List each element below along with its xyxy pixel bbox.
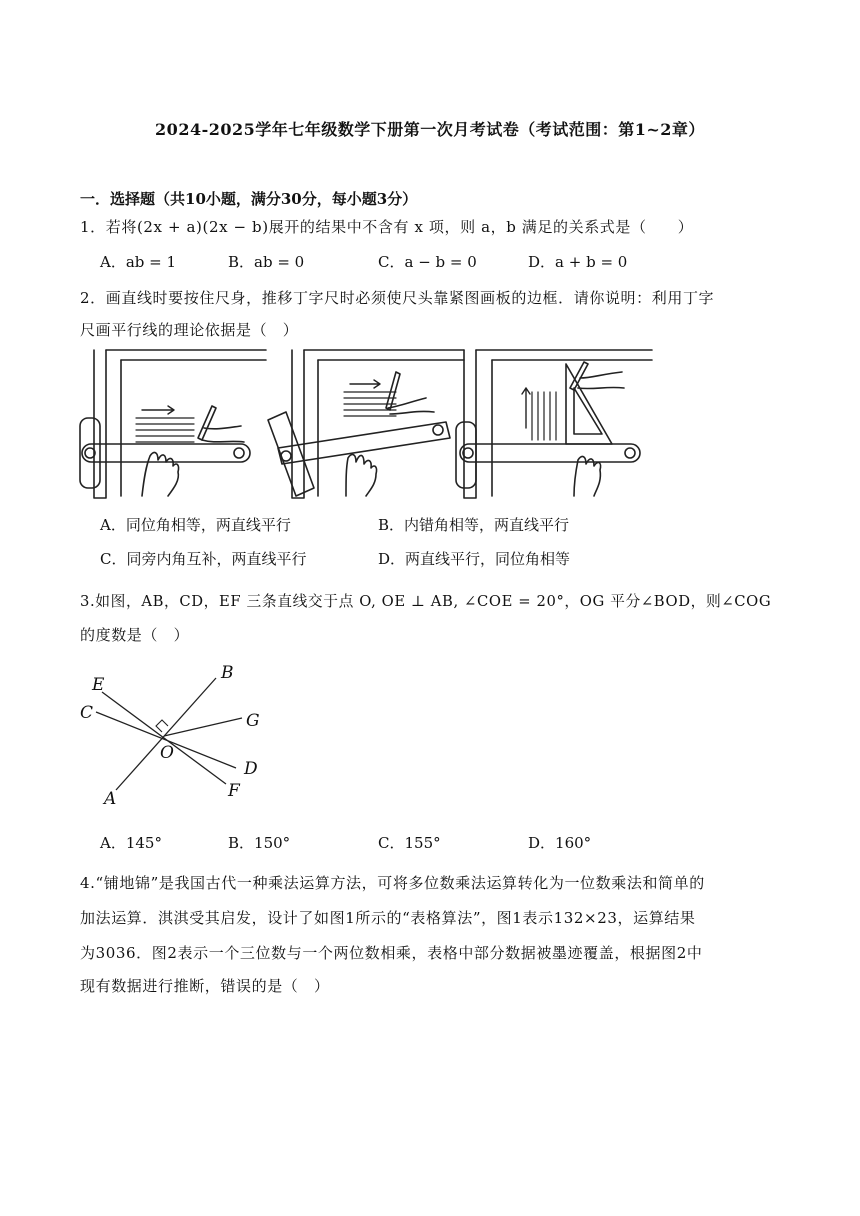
page-title: 2024-2025学年七年级数学下册第一次月考试卷（考试范围：第1~2章） (155, 120, 705, 139)
q4-line1: 4.“铺地锦”是我国古代一种乘法运算方法，可将多位数乘法运算转化为一位数乘法和简单的 (80, 874, 705, 892)
t-square-panel-2 (268, 350, 464, 498)
label-f: F (228, 781, 240, 801)
label-g: G (246, 711, 260, 731)
label-o: O (160, 743, 174, 763)
q2-stem-line1: 2．画直线时要按住尺身，推移丁字尺时必须使尺头靠紧图画板的边框．请你说明：利用丁字 (80, 289, 715, 307)
q4-line3: 为3036．图2表示一个三位数与一个两位数相乘，表格中部分数据被墨迹覆盖，根据图2中 (80, 944, 703, 962)
q3-stem-line2: 的度数是（ ） (80, 626, 190, 644)
line-ab (116, 678, 216, 790)
label-d: D (244, 759, 258, 779)
q3-option-a: A．145° (100, 834, 162, 852)
label-c: C (80, 703, 94, 723)
line-ef (102, 692, 226, 784)
q2-option-a: A．同位角相等，两直线平行 (100, 516, 291, 534)
q3-option-b: B．150° (228, 834, 291, 852)
q4-line4: 现有数据进行推断，错误的是（ ） (80, 977, 330, 995)
q2-option-b: B．内错角相等，两直线平行 (378, 516, 570, 534)
q1-option-c: C．a − b = 0 (378, 253, 477, 271)
label-a: A (104, 789, 117, 809)
q2-option-d: D．两直线平行，同位角相等 (378, 550, 571, 568)
ray-og (164, 718, 242, 736)
label-b: B (221, 663, 234, 683)
t-square-figure (76, 348, 666, 500)
t-square-panel-3 (456, 350, 652, 498)
q3-stem-line1: 3.如图，AB，CD，EF 三条直线交于点 O, OE ⊥ AB, ∠COE = 20°，OG 平分∠BOD，则∠COG (80, 593, 772, 610)
q2-option-c: C．同旁内角互补，两直线平行 (100, 550, 307, 568)
q3-option-d: D．160° (528, 834, 592, 852)
q2-stem-line2: 尺画平行线的理论依据是（ ） (80, 321, 299, 339)
q4-line2: 加法运算．淇淇受其启发，设计了如图1所示的“表格算法”，图1表示132×23，运算结果 (80, 909, 696, 927)
t-square-panel-1 (80, 350, 266, 498)
q1-option-d: D．a + b = 0 (528, 253, 628, 271)
label-e: E (92, 675, 105, 695)
q1-option-a: A．ab = 1 (100, 253, 177, 271)
right-angle-mark (156, 720, 168, 732)
q3-option-c: C．155° (378, 834, 441, 852)
q3-line-figure (76, 660, 276, 810)
section-heading: 一．选择题（共10小题，满分30分，每小题3分） (80, 190, 418, 208)
q1-option-b: B．ab = 0 (228, 253, 305, 271)
q1-stem: 1．若将(2x + a)(2x − b)展开的结果中不含有 x 项，则 a，b 满足的关系式是（ ） (80, 218, 694, 236)
